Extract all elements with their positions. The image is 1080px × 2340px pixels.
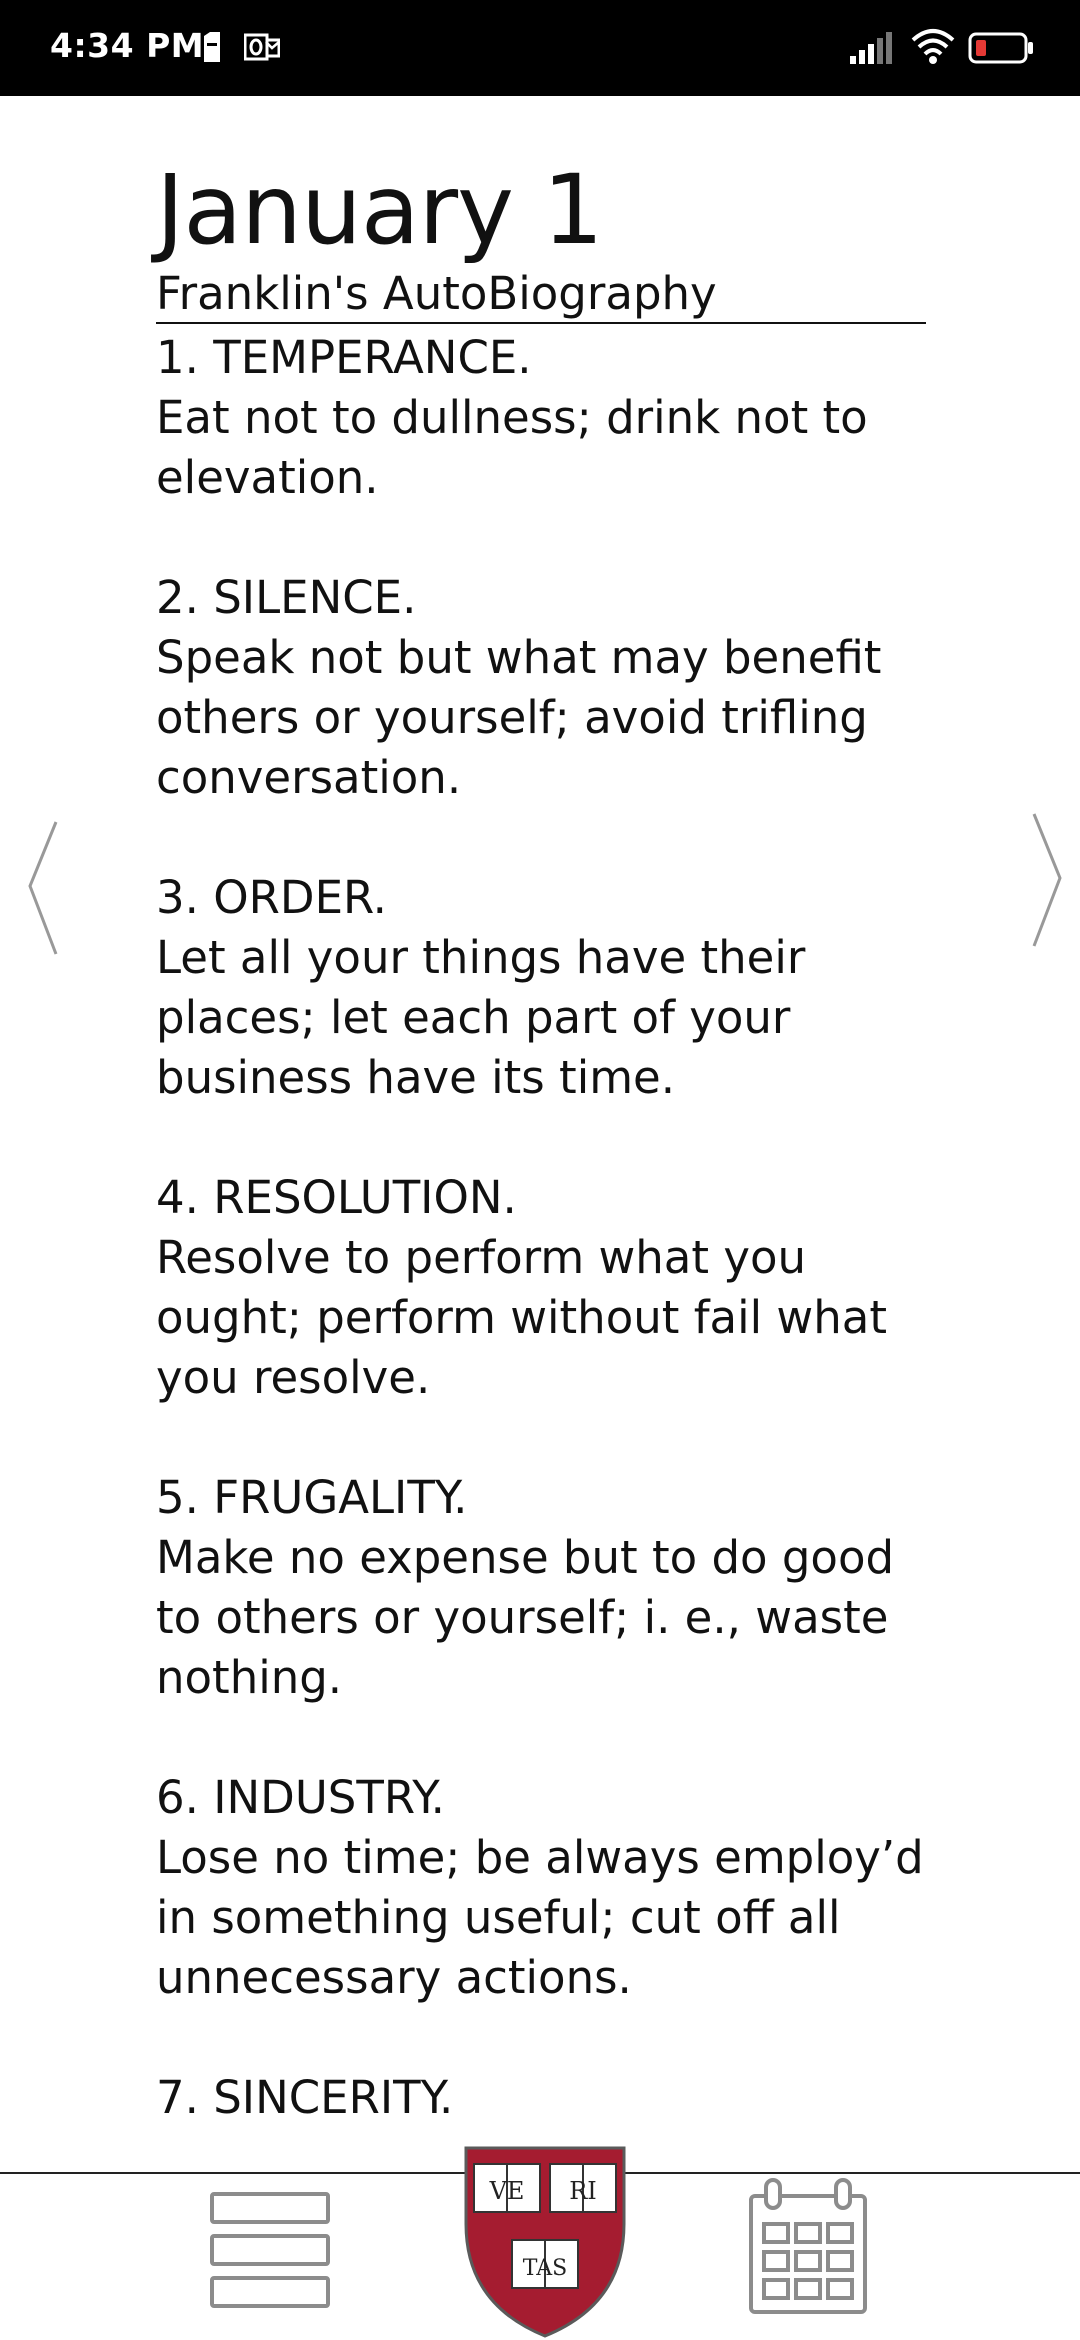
virtue-heading: 6. INDUSTRY.	[156, 1771, 445, 1824]
previous-day-button[interactable]	[26, 820, 66, 960]
battery-low-icon	[968, 32, 1034, 69]
crest-text-ve: VE	[489, 2177, 525, 2205]
virtue-item	[156, 1468, 926, 1708]
page-title: January 1	[156, 154, 603, 266]
next-day-button[interactable]	[1028, 812, 1068, 952]
harvard-crest-button[interactable]	[462, 2144, 628, 2340]
virtue-item	[156, 568, 926, 808]
virtue-text: Make no expense but to do good to others or yourself; i. e., waste nothing.	[156, 1531, 895, 1704]
calendar-icon	[748, 2176, 870, 2316]
virtue-item	[156, 868, 926, 1108]
virtue-text: Lose no time; be always employ’d in something useful; cut off all unnecessary actions.	[156, 1831, 924, 2004]
status-bar	[0, 0, 1080, 96]
calendar-button[interactable]	[748, 2176, 870, 2316]
virtue-heading: 1. TEMPERANCE.	[156, 331, 532, 384]
reading-content	[156, 150, 926, 2128]
wifi-icon	[910, 28, 956, 71]
crest-text-ri: RI	[569, 2177, 597, 2205]
virtue-item	[156, 2068, 926, 2128]
virtue-heading: 7. SINCERITY.	[156, 2071, 454, 2124]
virtue-item	[156, 328, 926, 508]
virtue-text: Let all your things have their places; let each part of your business have its time.	[156, 931, 806, 1104]
outlook-icon	[244, 32, 280, 67]
virtue-text: Eat not to dullness; drink not to elevation.	[156, 391, 868, 504]
menu-icon	[210, 2190, 332, 2312]
chevron-right-icon	[1028, 812, 1068, 952]
sim-card-icon	[202, 32, 222, 67]
virtue-item	[156, 1768, 926, 2008]
source-title: Franklin's AutoBiography	[156, 266, 926, 324]
virtue-text: Speak not but what may benefit others or yourself; avoid trifling conversation.	[156, 631, 882, 804]
virtue-heading: 4. RESOLUTION.	[156, 1171, 517, 1224]
virtue-heading: 2. SILENCE.	[156, 571, 417, 624]
crest-text-tas: TAS	[522, 2256, 568, 2281]
status-time: 4:34 PM	[50, 26, 205, 65]
chevron-left-icon	[26, 820, 66, 960]
harvard-crest-icon	[462, 2144, 628, 2340]
signal-icon	[850, 32, 894, 69]
virtue-heading: 3. ORDER.	[156, 871, 387, 924]
virtue-item	[156, 1168, 926, 1408]
virtue-text: Resolve to perform what you ought; perform without fail what you resolve.	[156, 1231, 887, 1404]
virtue-heading: 5. FRUGALITY.	[156, 1471, 468, 1524]
menu-button[interactable]	[210, 2190, 332, 2312]
